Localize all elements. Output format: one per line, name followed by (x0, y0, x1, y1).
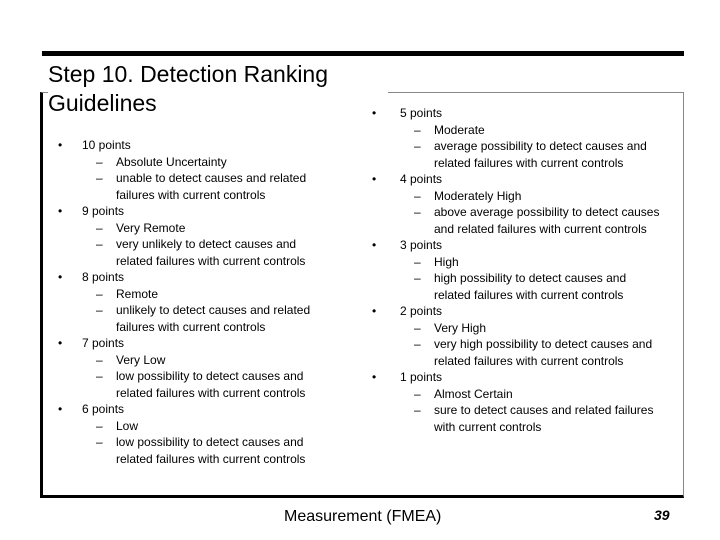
sub-item-text: Very Remote (116, 220, 186, 235)
dash-icon: – (414, 205, 421, 219)
dash-icon: – (96, 286, 103, 301)
bullet-icon: • (58, 270, 63, 284)
bullet-icon: • (58, 336, 63, 350)
dash-icon: – (96, 237, 103, 251)
bullet-icon: • (58, 204, 63, 218)
sub-item-text: Almost Certain (434, 386, 513, 401)
sub-item (400, 254, 662, 271)
sub-item (400, 320, 662, 337)
sub-item-text: very high possibility to detect causes and related failures with current controls (434, 337, 653, 368)
sub-item-text: above average possibility to detect causes and related failures with current controls (434, 205, 660, 236)
bullet-item (58, 401, 332, 467)
dash-icon: – (96, 352, 103, 367)
sub-item-text: Absolute Uncertainty (116, 154, 227, 169)
bullet-icon: • (372, 304, 377, 318)
bullet-label: 1 points (400, 370, 443, 384)
sub-item-text: high possibility to detect causes and related failures with current controls (434, 271, 627, 302)
dash-icon: – (96, 220, 103, 235)
dash-icon: – (96, 418, 103, 433)
sub-item-text: Very Low (116, 352, 166, 367)
bullet-icon: • (372, 238, 377, 252)
bullet-label: 4 points (400, 172, 443, 186)
bullet-label: 6 points (82, 402, 125, 416)
sub-item (82, 368, 332, 401)
dash-icon: – (96, 303, 103, 317)
bullet-icon: • (372, 370, 377, 384)
bullet-item (372, 369, 662, 435)
sub-item (400, 122, 662, 139)
sub-item-text: low possibility to detect causes and related failures with current controls (116, 435, 306, 466)
page-number: 39 (654, 507, 670, 523)
sub-item-text: sure to detect causes and related failures with current controls (434, 403, 654, 434)
bullet-item (372, 105, 662, 171)
dash-icon: – (96, 435, 103, 449)
bullet-item (372, 237, 662, 303)
sub-item-text: unable to detect causes and related failures with current controls (116, 171, 307, 202)
sub-item (82, 170, 332, 203)
dash-icon: – (414, 271, 421, 285)
sub-item (400, 386, 662, 403)
bullet-label: 10 points (82, 138, 131, 152)
sub-item (400, 204, 662, 237)
sub-item-text: very unlikely to detect causes and related failures with current controls (116, 237, 306, 268)
sub-item-text: Remote (116, 286, 159, 301)
sub-item (82, 418, 332, 435)
dash-icon: – (414, 337, 421, 351)
dash-icon: – (414, 122, 421, 137)
sub-item (400, 336, 662, 369)
bullet-item (58, 269, 332, 335)
sub-item (82, 352, 332, 369)
dash-icon: – (96, 154, 103, 169)
sub-item (400, 270, 662, 303)
title-rule (42, 51, 684, 56)
sub-item (82, 302, 332, 335)
sub-item (82, 434, 332, 467)
sub-item-text: Moderate (434, 122, 485, 137)
sub-item (400, 188, 662, 205)
left-column (58, 137, 332, 467)
dash-icon: – (414, 386, 421, 401)
bullet-item (372, 303, 662, 369)
bullet-icon: • (58, 402, 63, 416)
bullet-label: 2 points (400, 304, 443, 318)
dash-icon: – (414, 254, 421, 269)
slide-title: Step 10. Detection Ranking Guidelines (48, 60, 388, 118)
sub-item (82, 286, 332, 303)
sub-item-text: unlikely to detect causes and related failures with current controls (116, 303, 311, 334)
dash-icon: – (96, 171, 103, 185)
bullet-icon: • (58, 138, 63, 152)
bullet-label: 8 points (82, 270, 125, 284)
sub-item-text: low possibility to detect causes and related failures with current controls (116, 369, 306, 400)
bullet-icon: • (372, 172, 377, 186)
sub-item-text: Very High (434, 320, 487, 335)
bullet-icon: • (372, 106, 377, 120)
right-column (372, 105, 662, 435)
dash-icon: – (414, 139, 421, 153)
bullet-item (58, 335, 332, 401)
dash-icon: – (414, 403, 421, 417)
bullet-label: 3 points (400, 238, 443, 252)
sub-item (400, 138, 662, 171)
bullet-item (58, 137, 332, 203)
slide-footer: Measurement (FMEA) (284, 508, 442, 525)
sub-item-text: Moderately High (434, 188, 522, 203)
bullet-item (372, 171, 662, 237)
bullet-label: 7 points (82, 336, 125, 350)
sub-item-text: Low (116, 418, 139, 433)
dash-icon: – (96, 369, 103, 383)
sub-item (82, 154, 332, 171)
sub-item (82, 236, 332, 269)
bullet-item (58, 203, 332, 269)
bullet-label: 9 points (82, 204, 125, 218)
bullet-label: 5 points (400, 106, 443, 120)
dash-icon: – (414, 188, 421, 203)
dash-icon: – (414, 320, 421, 335)
sub-item (400, 402, 662, 435)
sub-item (82, 220, 332, 237)
sub-item-text: average possibility to detect causes and related failures with current controls (434, 139, 647, 170)
sub-item-text: High (434, 254, 459, 269)
